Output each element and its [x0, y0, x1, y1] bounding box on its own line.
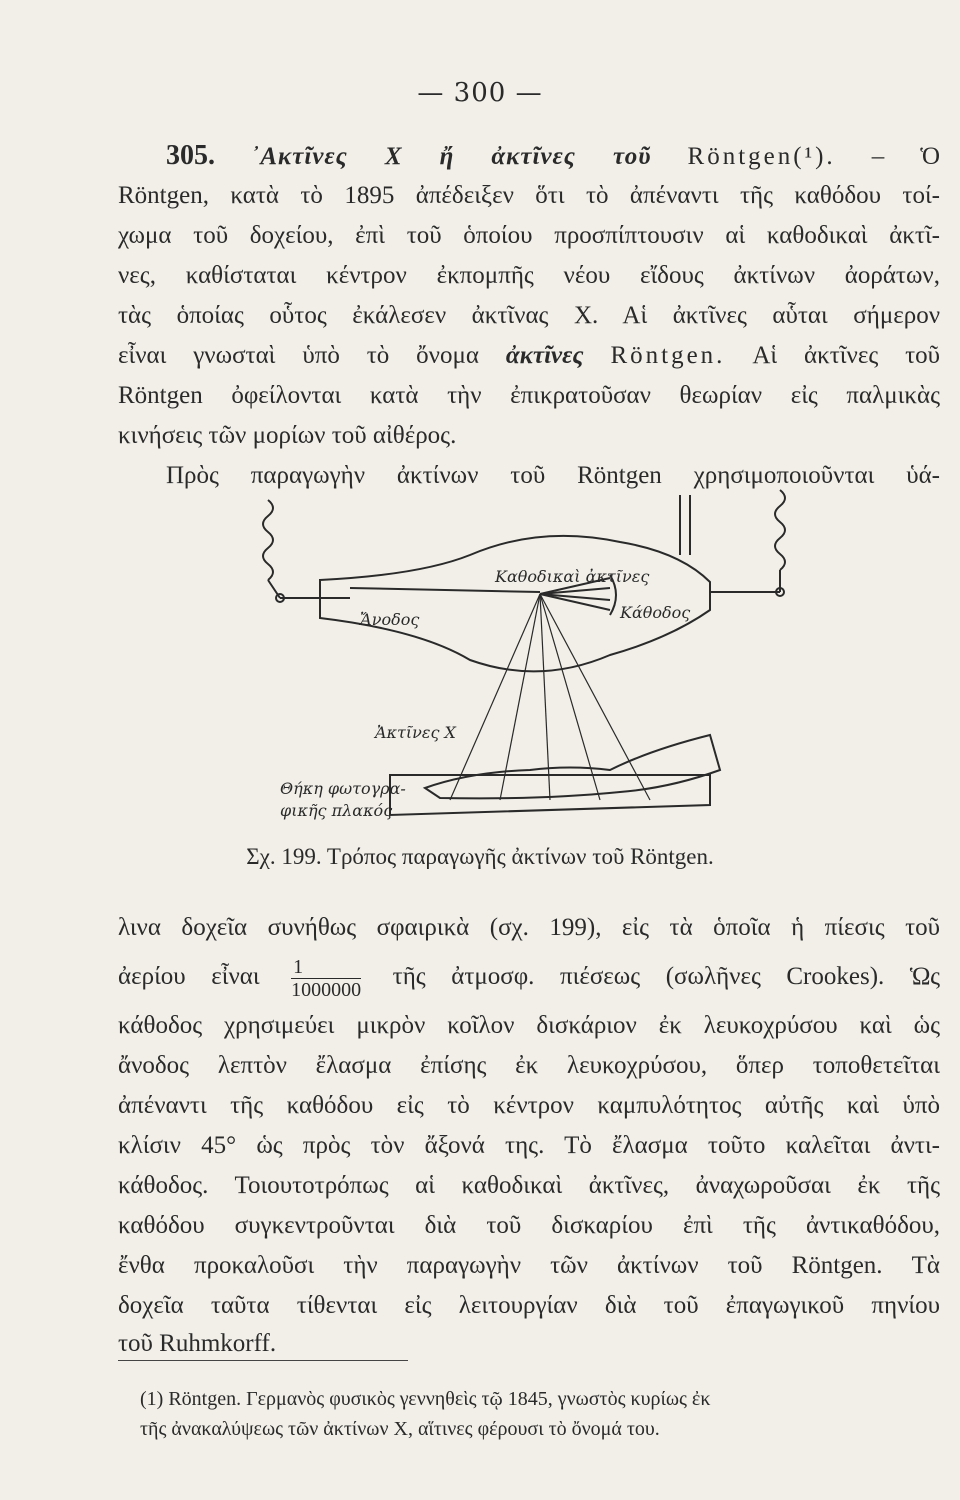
text-span: ἀερίου εἶναι: [118, 963, 260, 991]
section-number: 305.: [166, 140, 215, 171]
paragraph-line: ἀπέναντι τῆς καθόδου εἰς τὸ κέντρον καμπυλότητος αὐτῆς καὶ ὑπὸ: [118, 1092, 940, 1119]
xray-tube-figure: [240, 470, 800, 850]
paragraph-line: Πρὸς παραγωγὴν ἀκτίνων τοῦ Röntgen χρησιμοποιοῦνται ὑά-: [166, 462, 940, 489]
label-plate-2: φικῆς πλακός: [280, 801, 393, 820]
section-heading: [118, 136, 940, 177]
hand-drawing: [425, 735, 720, 798]
paragraph-line: τὰς ὁποίας οὗτος ἐκάλεσεν ἀκτῖνας Χ. Αἱ ἀκτῖνες αὗται σήμερον: [118, 302, 940, 329]
paragraph-line: ἔνθα προκαλοῦσι τὴν παραγωγὴν τῶν ἀκτίνων τοῦ Röntgen. Τὰ: [118, 1252, 940, 1279]
label-cathode-rays: Καθοδικαὶ ἀκτῖνες: [495, 567, 650, 586]
paragraph-line: χωμα τοῦ δοχείου, ἐπὶ τοῦ ὁποίου προσπίπτουσιν αἱ καθοδικαὶ ἀκτῖ-: [118, 222, 940, 249]
paragraph-line: κάθοδος. Τοιουτοτρόπως αἱ καθοδικαὶ ἀκτῖνες, ἀναχωροῦσαι ἐκ τῆς: [118, 1172, 940, 1199]
footnote-line: τῆς ἀνακαλύψεως τῶν ἀκτίνων Χ, αἵτινες φέρουσι τὸ ὄνομά του.: [140, 1418, 660, 1440]
figure-caption: Σχ. 199. Τρόπος παραγωγῆς ἀκτίνων τοῦ Röntgen.: [246, 844, 714, 869]
text-span: τῆς ἀτμοσφ. πιέσεως (σωλῆνες Crookes). Ὡς: [392, 963, 941, 991]
footnote-line: (1) Röntgen. Γερμανὸς φυσικὸς γεννηθεὶς τῷ 1845, γνωστὸς κυρίως ἐκ: [140, 1388, 711, 1410]
term-name: Röntgen.: [610, 342, 726, 369]
term-emphasis: ἀκτῖνες: [505, 342, 584, 369]
paragraph-line: κλίσιν 45° ὡς πρὸς τὸν ἄξονά της. Τὸ ἔλασμα τοῦτο καλεῖται ἀντι-: [118, 1132, 940, 1159]
paragraph-line: κινήσεις τῶν μορίων τοῦ αἰθέρος.: [118, 422, 457, 449]
fraction-denominator: 1000000: [291, 979, 362, 1001]
label-xrays: Ἀκτῖνες Χ: [375, 723, 456, 742]
paragraph-line: κάθοδος χρησιμεύει μικρὸν κοῖλον δισκάριον ἐκ λευκοχρύσου καὶ ὡς: [118, 1012, 940, 1039]
paragraph-line: ἄνοδος λεπτὸν ἔλασμα ἐπίσης ἐκ λευκοχρύσου, ὅπερ τοποθετεῖται: [118, 1052, 940, 1079]
paragraph-line: καθόδου συγκεντροῦνται διὰ τοῦ δισκαρίου ἐπὶ τῆς ἀντικαθόδου,: [118, 1212, 940, 1239]
anode-plate: [350, 588, 540, 592]
xray-line: [450, 594, 540, 800]
paragraph-line: τοῦ Ruhmkorff.: [118, 1330, 277, 1357]
paragraph-line: [118, 956, 940, 1001]
text-span: εἶναι γνωσταὶ ὑπὸ τὸ ὄνομα: [118, 342, 479, 369]
page-number: — 300 —: [417, 78, 543, 108]
section-title-name: Röntgen(¹).: [687, 143, 836, 170]
section-title-rest: – Ὁ: [871, 143, 941, 170]
footnote-divider: [118, 1360, 408, 1361]
label-cathode: Κάθοδος: [620, 603, 691, 622]
fraction-numerator: 1: [291, 956, 361, 979]
section-title: ᾽Ακτῖνες Χ ἤ ἀκτῖνες τοῦ: [251, 143, 652, 170]
pressure-fraction: [291, 956, 361, 1001]
paragraph-line: Röntgen ὀφείλονται κατὰ τὴν ἐπικρατοῦσαν θεωρίαν εἰς παλμικὰς: [118, 382, 940, 409]
paragraph-line: δοχεῖα ταῦτα τίθενται εἰς λειτουργίαν διὰ τοῦ ἐπαγωγικοῦ πηνίου: [118, 1292, 940, 1319]
paragraph-line: λινα δοχεῖα συνήθως σφαιρικὰ (σχ. 199), εἰς τὰ ὁποῖα ἡ πίεσις τοῦ: [118, 914, 940, 941]
text-span: Αἱ ἀκτῖνες τοῦ: [752, 342, 941, 369]
paragraph-line: [118, 336, 940, 376]
left-coil: [263, 500, 273, 580]
label-anode: Ἄνοδος: [360, 610, 420, 629]
label-plate-1: Θήκη φωτογρα-: [280, 779, 406, 798]
paragraph-line: Röntgen, κατὰ τὸ 1895 ἀπέδειξεν ὅτι τὸ ἀπέναντι τῆς καθόδου τοί-: [118, 182, 940, 209]
paragraph-line: νες, καθίσταται κέντρον ἐκπομπῆς νέου εἴδους ἀκτίνων ἀοράτων,: [118, 262, 940, 289]
right-coil: [775, 490, 785, 570]
